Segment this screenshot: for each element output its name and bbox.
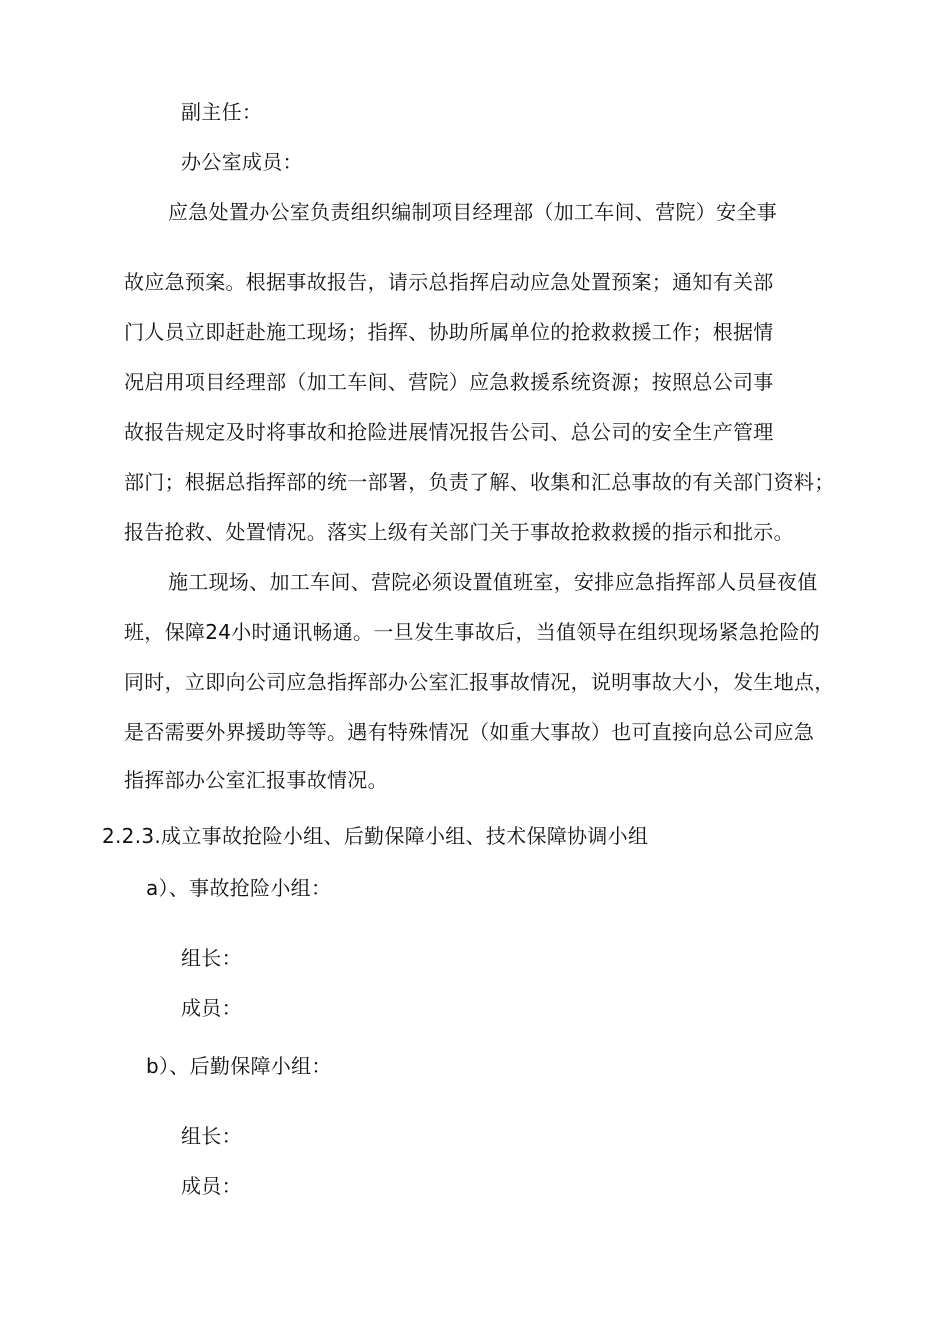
group-leader-label: 组长： <box>181 946 242 970</box>
office-members-label: 办公室成员： <box>181 150 303 174</box>
paragraph-line: 同时，立即向公司应急指挥部办公室汇报事故情况，说明事故大小，发生地点， <box>124 670 835 694</box>
paragraph-line: 故报告规定及时将事故和抢险进展情况报告公司、总公司的安全生产管理 <box>124 420 774 444</box>
paragraph-line: 报告抢救、处置情况。落实上级有关部门关于事故抢救救援的指示和批示。 <box>124 520 794 544</box>
group-members-label: 成员： <box>181 996 242 1020</box>
group-title: b）、后勤保障小组： <box>146 1054 332 1078</box>
section-heading: 2.2.3.成立事故抢险小组、后勤保障小组、技术保障协调小组 <box>102 824 649 848</box>
paragraph-line: 门人员立即赶赴施工现场；指挥、协助所属单位的抢救救援工作；根据情 <box>124 320 774 344</box>
vice-director-label: 副主任： <box>181 100 263 124</box>
paragraph-line: 应急处置办公室负责组织编制项目经理部（加工车间、营院）安全事 <box>168 200 777 224</box>
paragraph-line: 况启用项目经理部（加工车间、营院）应急救援系统资源；按照总公司事 <box>124 370 774 394</box>
group-leader-label: 组长： <box>181 1124 242 1148</box>
group-title: a）、事故抢险小组： <box>146 876 332 900</box>
paragraph-line: 班，保障24小时通讯畅通。一旦发生事故后，当值领导在组织现场紧急抢险的 <box>124 620 820 644</box>
paragraph-line: 部门；根据总指挥部的统一部署，负责了解、收集和汇总事故的有关部门资料； <box>124 470 835 494</box>
paragraph-line: 是否需要外界援助等等。遇有特殊情况（如重大事故）也可直接向总公司应急 <box>124 720 815 744</box>
paragraph-line: 施工现场、加工车间、营院必须设置值班室，安排应急指挥部人员昼夜值 <box>168 570 818 594</box>
paragraph-line: 指挥部办公室汇报事故情况。 <box>124 768 388 792</box>
group-members-label: 成员： <box>181 1174 242 1198</box>
paragraph-line: 故应急预案。根据事故报告，请示总指挥启动应急处置预案；通知有关部 <box>124 270 774 294</box>
